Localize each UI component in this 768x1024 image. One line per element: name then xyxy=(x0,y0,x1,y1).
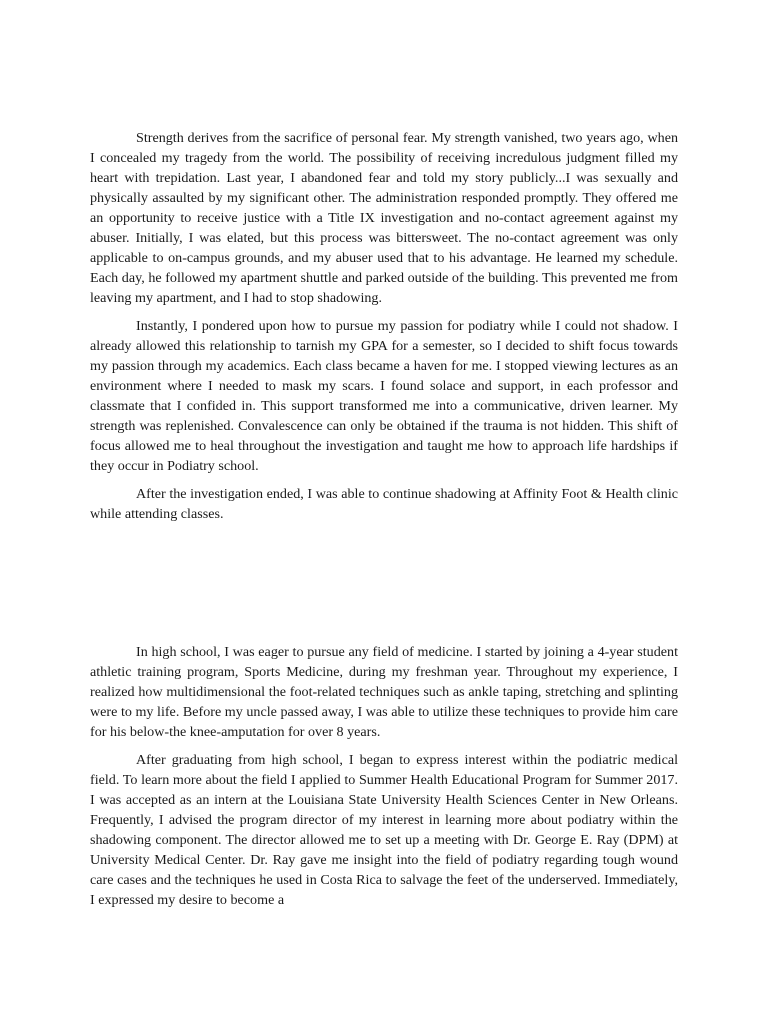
essay-section-2 xyxy=(90,642,678,918)
paragraph-high-school: In high school, I was eager to pursue any field of medicine. I started by joining a 4-year student athletic training program, Sports Medicine, during my freshman year. Throughout my experience, I realized how multidimensional the foot-related techniques such as ankle taping, stretching and splinting were to my life. Before my uncle passed away, I was able to utilize these techniques to provide him care for his below-the knee-amputation for over 8 years. xyxy=(90,644,678,740)
paragraph-investigation-ended: After the investigation ended, I was able to continue shadowing at Affinity Foot & Health clinic while attending classes. xyxy=(90,486,678,522)
paragraph-after-graduating: After graduating from high school, I began to express interest within the podiatric medical field. To learn more about the field I applied to Summer Health Educational Program for Summer 2017. I was accepted as an intern at the Louisiana State University Health Sciences Center in New Orleans. Frequently, I advised the program director of my interest in learning more about podiatry within the shadowing component. The director allowed me to set up a meeting with Dr. George E. Ray (DPM) at University Medical Center. Dr. Ray gave me insight into the field of podiatry regarding tough wound care cases and the techniques he used in Costa Rica to salvage the feet of the underserved. Immediately, I expressed my desire to become a xyxy=(90,752,678,908)
essay-section-1 xyxy=(90,128,678,532)
paragraph-strength: Strength derives from the sacrifice of personal fear. My strength vanished, two years ago, when I concealed my tragedy from the world. The possibility of receiving incredulous judgment filled my heart with trepidation. Last year, I abandoned fear and told my story publicly...I was sexually and physically assaulted by my significant other. The administration responded promptly. They offered me an opportunity to receive justice with a Title IX investigation and no-contact agreement against my abuser. Initially, I was elated, but this process was bittersweet. The no-contact agreement was only applicable to on-campus grounds, and my abuser used that to his advantage. He learned my schedule. Each day, he followed my apartment shuttle and parked outside of the building. This prevented me from leaving my apartment, and I had to stop shadowing. xyxy=(90,130,678,306)
paragraph-podiatry-passion: Instantly, I pondered upon how to pursue my passion for podiatry while I could not shadow. I already allowed this relationship to tarnish my GPA for a semester, so I decided to shift focus towards my passion through my academics. Each class became a haven for me. I stopped viewing lectures as an environment where I needed to mask my scars. I found solace and support, in each professor and classmate that I confided in. This support transformed me into a communicative, driven learner. My strength was replenished. Convalescence can only be obtained if the trauma is not hidden. This shift of focus allowed me to heal throughout the investigation and taught me how to approach life hardships if they occur in Podiatry school. xyxy=(90,318,678,474)
